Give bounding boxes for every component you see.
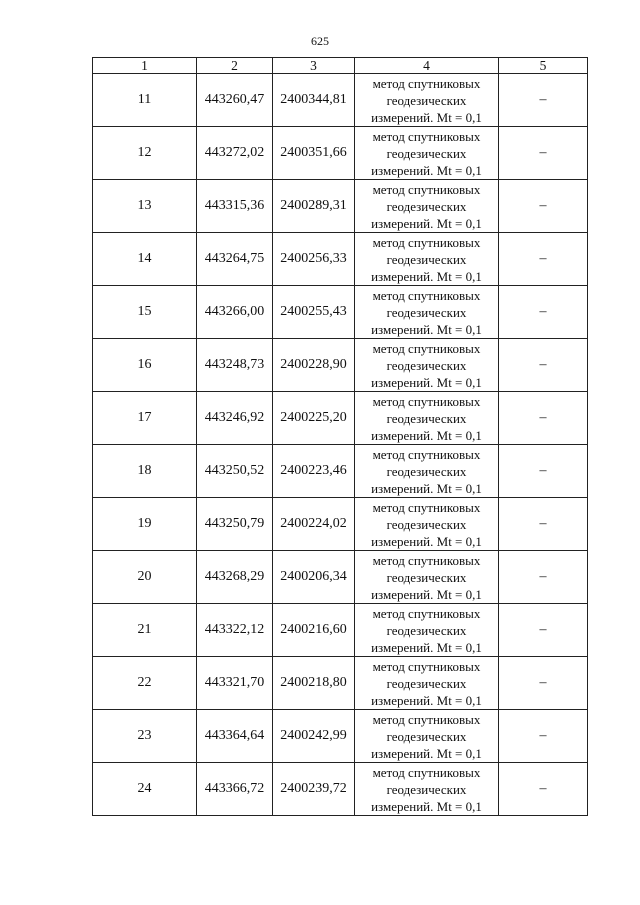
- table-header: [93, 58, 588, 74]
- coordinate-x: 443272,02: [197, 127, 273, 180]
- coordinate-y: 2400255,43: [273, 286, 355, 339]
- method-line: геодезических: [386, 781, 467, 797]
- measurement-method: [355, 74, 499, 127]
- coordinate-x: 443248,73: [197, 339, 273, 392]
- coordinate-y: 2400242,99: [273, 710, 355, 763]
- coordinate-y: 2400223,46: [273, 445, 355, 498]
- note: –: [499, 763, 588, 816]
- method-line: геодезических: [386, 622, 467, 638]
- method-line: метод спутниковых: [372, 711, 481, 727]
- note: –: [499, 74, 588, 127]
- note: –: [499, 551, 588, 604]
- note: –: [499, 233, 588, 286]
- note: –: [499, 498, 588, 551]
- coordinate-x: 443322,12: [197, 604, 273, 657]
- header-col-2: 2: [197, 58, 273, 74]
- coordinate-y: 2400239,72: [273, 763, 355, 816]
- measurement-method: [355, 445, 499, 498]
- method-line: геодезических: [386, 251, 467, 267]
- note: –: [499, 445, 588, 498]
- method-line: измерений. Mt = 0,1: [371, 745, 482, 761]
- coordinate-y: 2400218,80: [273, 657, 355, 710]
- method-line: геодезических: [386, 410, 467, 426]
- coordinate-y: 2400289,31: [273, 180, 355, 233]
- table-row: [93, 710, 588, 763]
- measurement-method: [355, 710, 499, 763]
- measurement-method: [355, 551, 499, 604]
- method-line: метод спутниковых: [372, 287, 481, 303]
- coordinate-y: 2400206,34: [273, 551, 355, 604]
- method-line: геодезических: [386, 516, 467, 532]
- method-line: метод спутниковых: [372, 340, 481, 356]
- point-number: 19: [93, 498, 197, 551]
- method-line: геодезических: [386, 463, 467, 479]
- point-number: 22: [93, 657, 197, 710]
- method-line: метод спутниковых: [372, 75, 481, 91]
- coordinate-x: 443364,64: [197, 710, 273, 763]
- header-col-5: 5: [499, 58, 588, 74]
- note: –: [499, 604, 588, 657]
- note: –: [499, 392, 588, 445]
- measurement-method: [355, 233, 499, 286]
- measurement-method: [355, 657, 499, 710]
- table-row: [93, 763, 588, 816]
- table-row: [93, 339, 588, 392]
- method-line: метод спутниковых: [372, 605, 481, 621]
- point-number: 18: [93, 445, 197, 498]
- method-line: метод спутниковых: [372, 552, 481, 568]
- coordinate-x: 443266,00: [197, 286, 273, 339]
- measurement-method: [355, 286, 499, 339]
- method-line: геодезических: [386, 357, 467, 373]
- table-row: [93, 233, 588, 286]
- coordinate-y: 2400344,81: [273, 74, 355, 127]
- note: –: [499, 657, 588, 710]
- measurement-method: [355, 763, 499, 816]
- measurement-method: [355, 604, 499, 657]
- method-line: метод спутниковых: [372, 128, 481, 144]
- coordinate-x: 443315,36: [197, 180, 273, 233]
- method-line: метод спутниковых: [372, 393, 481, 409]
- coordinate-x: 443260,47: [197, 74, 273, 127]
- measurement-method: [355, 498, 499, 551]
- method-line: измерений. Mt = 0,1: [371, 321, 482, 337]
- method-line: измерений. Mt = 0,1: [371, 215, 482, 231]
- coordinate-y: 2400224,02: [273, 498, 355, 551]
- measurement-method: [355, 339, 499, 392]
- note: –: [499, 127, 588, 180]
- coordinate-y: 2400216,60: [273, 604, 355, 657]
- header-col-1: 1: [93, 58, 197, 74]
- method-line: геодезических: [386, 145, 467, 161]
- point-number: 14: [93, 233, 197, 286]
- header-col-3: 3: [273, 58, 355, 74]
- point-number: 13: [93, 180, 197, 233]
- method-line: измерений. Mt = 0,1: [371, 639, 482, 655]
- coordinate-y: 2400256,33: [273, 233, 355, 286]
- method-line: измерений. Mt = 0,1: [371, 798, 482, 814]
- coordinate-x: 443268,29: [197, 551, 273, 604]
- table-row: [93, 498, 588, 551]
- measurement-method: [355, 180, 499, 233]
- coordinate-y: 2400351,66: [273, 127, 355, 180]
- coordinate-x: 443250,52: [197, 445, 273, 498]
- method-line: измерений. Mt = 0,1: [371, 533, 482, 549]
- method-line: измерений. Mt = 0,1: [371, 109, 482, 125]
- table-row: [93, 74, 588, 127]
- coordinate-x: 443246,92: [197, 392, 273, 445]
- note: –: [499, 286, 588, 339]
- header-col-4: 4: [355, 58, 499, 74]
- table-row: [93, 604, 588, 657]
- note: –: [499, 710, 588, 763]
- table-row: [93, 551, 588, 604]
- point-number: 16: [93, 339, 197, 392]
- note: –: [499, 180, 588, 233]
- method-line: геодезических: [386, 728, 467, 744]
- coordinates-table: [92, 57, 588, 816]
- note: –: [499, 339, 588, 392]
- point-number: 17: [93, 392, 197, 445]
- table-row: [93, 180, 588, 233]
- method-line: метод спутниковых: [372, 764, 481, 780]
- point-number: 24: [93, 763, 197, 816]
- method-line: измерений. Mt = 0,1: [371, 427, 482, 443]
- point-number: 12: [93, 127, 197, 180]
- method-line: метод спутниковых: [372, 181, 481, 197]
- coordinate-x: 443250,79: [197, 498, 273, 551]
- method-line: метод спутниковых: [372, 446, 481, 462]
- point-number: 11: [93, 74, 197, 127]
- point-number: 15: [93, 286, 197, 339]
- method-line: геодезических: [386, 675, 467, 691]
- coordinate-x: 443321,70: [197, 657, 273, 710]
- header-row: [93, 58, 588, 74]
- method-line: метод спутниковых: [372, 499, 481, 515]
- coordinate-x: 443264,75: [197, 233, 273, 286]
- table-row: [93, 445, 588, 498]
- point-number: 20: [93, 551, 197, 604]
- table-body: [93, 74, 588, 816]
- method-line: измерений. Mt = 0,1: [371, 268, 482, 284]
- method-line: геодезических: [386, 569, 467, 585]
- coordinate-y: 2400225,20: [273, 392, 355, 445]
- measurement-method: [355, 392, 499, 445]
- coordinate-y: 2400228,90: [273, 339, 355, 392]
- method-line: измерений. Mt = 0,1: [371, 480, 482, 496]
- page-number: 625: [311, 34, 329, 48]
- table-row: [93, 392, 588, 445]
- table-row: [93, 657, 588, 710]
- coordinate-x: 443366,72: [197, 763, 273, 816]
- method-line: измерений. Mt = 0,1: [371, 692, 482, 708]
- method-line: геодезических: [386, 198, 467, 214]
- method-line: метод спутниковых: [372, 234, 481, 250]
- method-line: геодезических: [386, 92, 467, 108]
- method-line: измерений. Mt = 0,1: [371, 374, 482, 390]
- method-line: метод спутниковых: [372, 658, 481, 674]
- measurement-method: [355, 127, 499, 180]
- table-row: [93, 286, 588, 339]
- point-number: 23: [93, 710, 197, 763]
- table-row: [93, 127, 588, 180]
- method-line: измерений. Mt = 0,1: [371, 162, 482, 178]
- method-line: измерений. Mt = 0,1: [371, 586, 482, 602]
- point-number: 21: [93, 604, 197, 657]
- method-line: геодезических: [386, 304, 467, 320]
